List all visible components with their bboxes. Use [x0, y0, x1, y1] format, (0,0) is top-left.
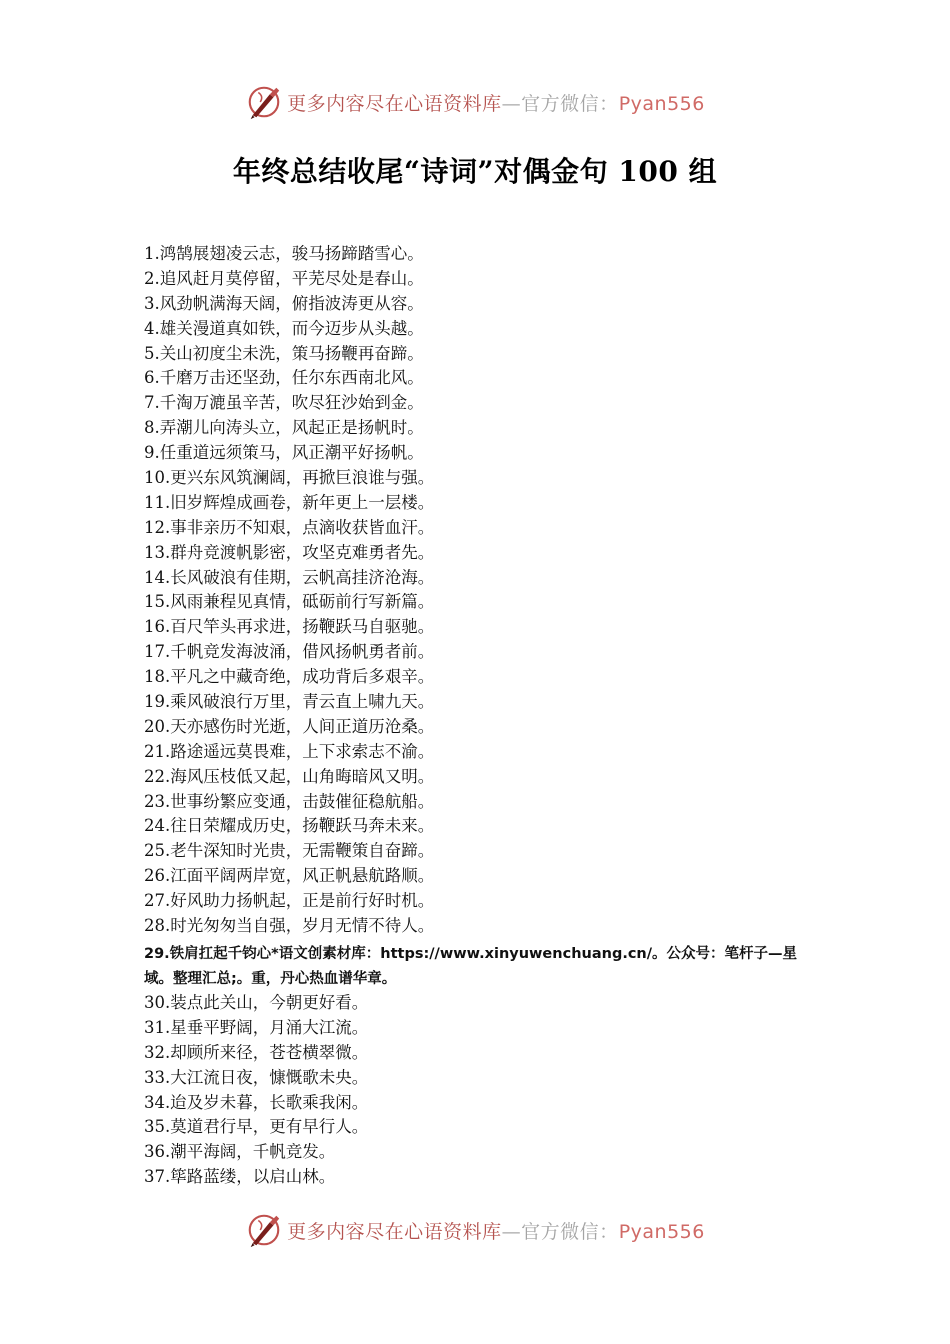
- list-item: 4.雄关漫道真如铁，而今迈步从头越。: [144, 318, 424, 338]
- list-item: 24.往日荣耀成历史，扬鞭跃马奔未来。: [144, 816, 435, 836]
- list-item: 2.追风赶月莫停留，平芜尽处是春山。: [144, 268, 424, 288]
- list-item: 22.海风压枝低又起，山角晦暗风又明。: [144, 766, 435, 786]
- list-item: 33.大江流日夜，慷慨歌未央。: [144, 1067, 369, 1087]
- list-item: 37.筚路蓝缕，以启山林。: [144, 1167, 336, 1187]
- list-item: 16.百尺竿头再求进，扬鞭跃马自驱驰。: [144, 617, 435, 637]
- footer-banner: [0, 1210, 950, 1250]
- list-item: 17.千帆竞发海波涌，借风扬帆勇者前。: [144, 642, 435, 662]
- header-banner: [0, 82, 950, 122]
- list-item: 34.迨及岁未暮，长歌乘我闲。: [144, 1092, 369, 1112]
- list-item: 32.却顾所来径，苍苍横翠微。: [144, 1042, 369, 1062]
- list-item: 3.风劲帆满海天阔，俯指波涛更从容。: [144, 293, 424, 313]
- list-item: 27.好风助力扬帆起，正是前行好时机。: [144, 891, 435, 911]
- list-item: 21.路途遥远莫畏难，上下求索志不渝。: [144, 741, 435, 761]
- couplet-list-short: [144, 991, 824, 1190]
- list-item: 19.乘风破浪行万里，青云直上啸九天。: [144, 692, 435, 712]
- list-item: 10.更兴东风筑澜阔，再掀巨浪谁与强。: [144, 468, 435, 488]
- list-item: 6.千磨万击还坚劲，任尔东西南北风。: [144, 368, 424, 388]
- banner-text: 更多内容尽在心语资料库—官方微信：Pyan556: [287, 1220, 705, 1243]
- list-item: 35.莫道君行早，更有早行人。: [144, 1117, 369, 1137]
- list-item: 1.鸿鹄展翅凌云志，骏马扬蹄踏雪心。: [144, 244, 424, 263]
- page-title: 年终总结收尾“诗词”对偶金句 100 组: [232, 155, 718, 188]
- list-item: 20.天亦感伤时光逝，人间正道历沧桑。: [144, 716, 435, 736]
- list-item: 5.关山初度尘未洗，策马扬鞭再奋蹄。: [144, 343, 424, 363]
- list-item: 25.老牛深知时光贵，无需鞭策自奋蹄。: [144, 841, 435, 861]
- couplet-list: [144, 242, 824, 939]
- list-item: 28.时光匆匆当自强，岁月无情不待人。: [144, 916, 435, 936]
- list-item: 15.风雨兼程见真情，砥砺前行写新篇。: [144, 592, 435, 612]
- list-item: 13.群舟竞渡帆影密，攻坚克难勇者先。: [144, 542, 435, 562]
- list-item: 23.世事纷繁应变通，击鼓催征稳航船。: [144, 791, 435, 811]
- list-item: 18.平凡之中藏奇绝，成功背后多艰辛。: [144, 667, 435, 687]
- pen-logo-icon: [245, 83, 283, 121]
- list-item: 8.弄潮儿向涛头立，风起正是扬帆时。: [144, 418, 424, 438]
- list-item: 14.长风破浪有佳期，云帆高挂济沧海。: [144, 567, 435, 587]
- banner-text: 更多内容尽在心语资料库—官方微信：Pyan556: [287, 92, 705, 115]
- list-item: 26.江面平阔两岸宽，风正帆悬航路顺。: [144, 866, 435, 886]
- list-item: 11.旧岁辉煌成画卷，新年更上一层楼。: [144, 492, 435, 512]
- list-item: 7.千淘万漉虽辛苦，吹尽狂沙始到金。: [144, 393, 424, 413]
- list-item: 12.事非亲历不知艰，点滴收获皆血汗。: [144, 517, 435, 537]
- pen-logo-icon: [245, 1211, 283, 1249]
- list-item: 30.装点此关山，今朝更好看。: [144, 993, 369, 1012]
- list-item: 9.任重道远须策马，风正潮平好扬帆。: [144, 443, 424, 463]
- list-item-29: 29.铁肩扛起千钧心*语文创素材库：https://www.xinyuwenchuang.cn/。公众号：笔杆子—星域。整理汇总;。重，丹心热血谱华章。: [144, 946, 798, 987]
- list-item: 36.潮平海阔，千帆竞发。: [144, 1142, 336, 1162]
- list-item: 31.星垂平野阔，月涌大江流。: [144, 1017, 369, 1037]
